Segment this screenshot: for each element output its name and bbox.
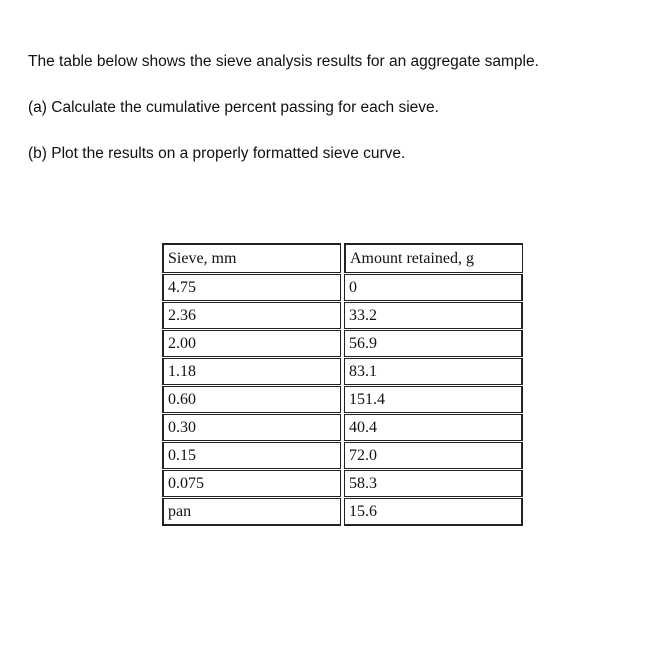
sieve-size-cell: 0.075: [162, 470, 341, 497]
amount-retained-cell: 0: [344, 274, 523, 301]
table-row: [162, 470, 523, 497]
question-part-a: (a) Calculate the cumulative percent passing for each sieve.: [28, 99, 439, 116]
sieve-size-cell: 2.36: [162, 302, 341, 329]
amount-retained-cell: 33.2: [344, 302, 523, 329]
table-row: [162, 442, 523, 469]
table-row: [162, 414, 523, 441]
amount-retained-cell: 15.6: [344, 498, 523, 526]
question-part-b: (b) Plot the results on a properly formatted sieve curve.: [28, 145, 406, 162]
sieve-size-cell: 0.60: [162, 386, 341, 413]
amount-retained-cell: 56.9: [344, 330, 523, 357]
table-row: [162, 386, 523, 413]
sieve-size-cell: 0.30: [162, 414, 341, 441]
table-row: [162, 274, 523, 301]
sieve-size-cell: pan: [162, 498, 341, 526]
sieve-size-cell: 4.75: [162, 274, 341, 301]
amount-retained-cell: 72.0: [344, 442, 523, 469]
sieve-size-cell: 0.15: [162, 442, 341, 469]
header-sieve-size: Sieve, mm: [162, 243, 341, 273]
table-row: [162, 302, 523, 329]
table-row: [162, 330, 523, 357]
amount-retained-cell: 58.3: [344, 470, 523, 497]
table-row: [162, 498, 523, 526]
header-amount-retained: Amount retained, g: [344, 243, 523, 273]
amount-retained-cell: 151.4: [344, 386, 523, 413]
amount-retained-cell: 40.4: [344, 414, 523, 441]
intro-text: The table below shows the sieve analysis results for an aggregate sample.: [28, 53, 539, 70]
table-header-row: [162, 243, 523, 273]
sieve-size-cell: 1.18: [162, 358, 341, 385]
amount-retained-cell: 83.1: [344, 358, 523, 385]
sieve-analysis-table: [159, 242, 526, 527]
table-row: [162, 358, 523, 385]
sieve-size-cell: 2.00: [162, 330, 341, 357]
